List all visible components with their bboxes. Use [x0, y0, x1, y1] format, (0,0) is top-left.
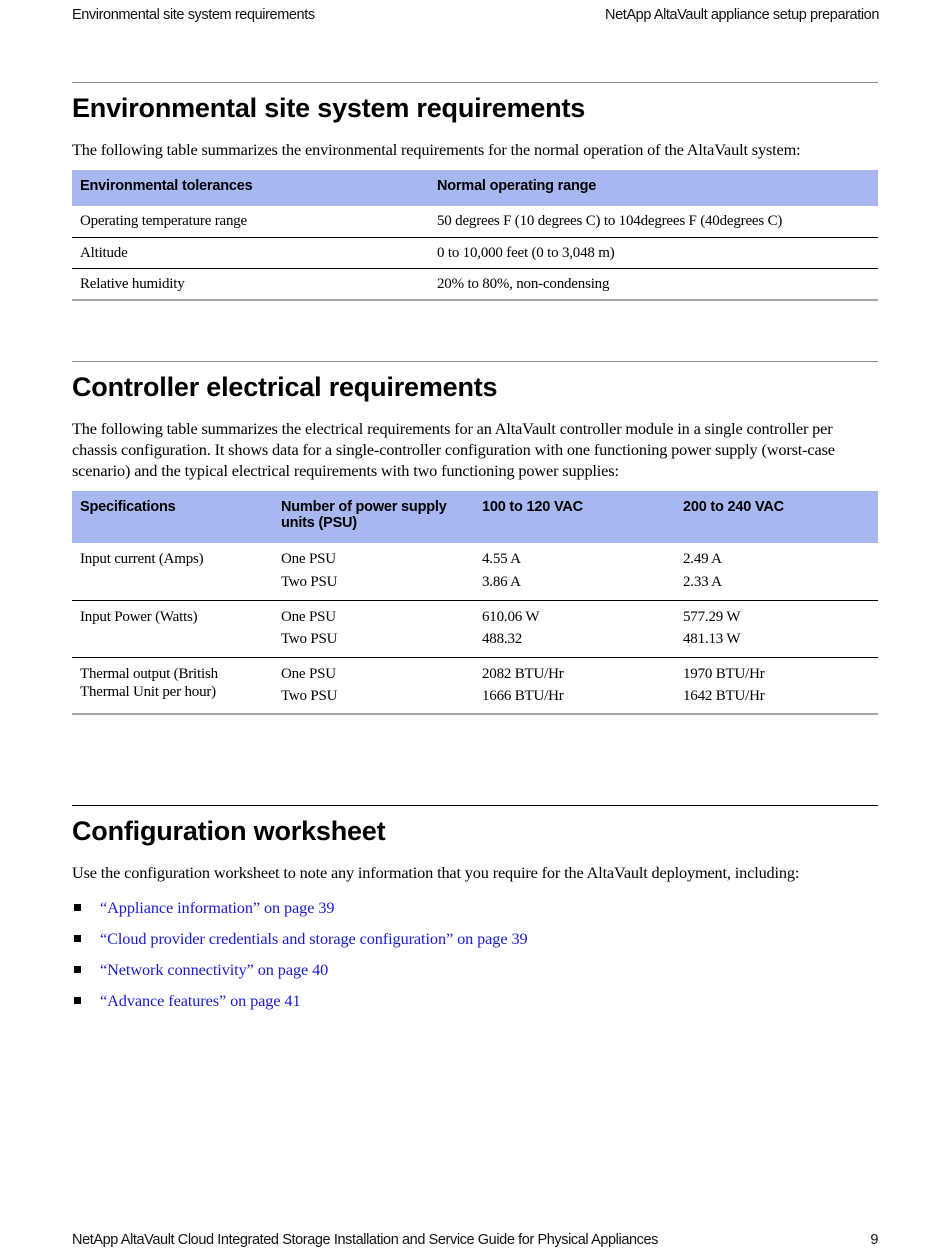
running-footer	[72, 1232, 878, 1248]
table-cell: 488.32	[474, 626, 675, 657]
bullet-icon	[74, 966, 81, 973]
table-cell: 1642 BTU/Hr	[675, 683, 878, 714]
environmental-table	[72, 170, 878, 301]
electrical-section	[72, 361, 878, 715]
table-cell: 1970 BTU/Hr	[683, 665, 765, 682]
electrical-table	[72, 491, 878, 715]
section-intro: The following table summarizes the electrical requirements for an AltaVault controller module in a single controller per chassis configuration. It shows data for a single-controller configuration with one functioning power supply (worst-case scenario) and the typical electrical requirements with two functioning power supplies:	[72, 419, 835, 480]
table-cell: One PSU	[281, 665, 336, 682]
column-header: Specifications	[72, 491, 273, 543]
section-title: Environmental site system requirements	[72, 93, 586, 123]
section-intro: Use the configuration worksheet to note any information that you require for the AltaVault deployment, including:	[72, 863, 800, 882]
table-cell: Two PSU	[273, 569, 474, 600]
section-divider	[72, 361, 878, 362]
table-cell: Operating temperature range	[72, 206, 429, 237]
table-cell: 610.06 W	[482, 608, 540, 625]
table-row	[72, 600, 878, 626]
environmental-section	[72, 82, 878, 301]
link-cloud-provider-credentials[interactable]: “Cloud provider credentials and storage configuration” on page 39	[100, 928, 528, 948]
bullet-icon	[74, 997, 81, 1004]
bullet-icon	[74, 935, 81, 942]
table-cell: Relative humidity	[72, 268, 429, 300]
spec-cell: Thermal output (British Thermal Unit per hour)	[72, 657, 273, 714]
table-cell: 2.49 A	[683, 551, 722, 567]
table-cell: 0 to 10,000 feet (0 to 3,048 m)	[429, 237, 878, 268]
table-cell: 481.13 W	[675, 626, 878, 657]
table-cell: 3.86 A	[474, 569, 675, 600]
list-item	[72, 892, 878, 923]
worksheet-link-list	[72, 892, 878, 1016]
table-row	[72, 237, 878, 268]
column-header: Environmental tolerances	[72, 170, 429, 206]
table-cell: One PSU	[281, 551, 336, 567]
table-cell: 50 degrees F (10 degrees C) to 104degrees F (40degrees C)	[429, 206, 878, 237]
list-item	[72, 954, 878, 985]
running-header-right: NetApp AltaVault appliance setup preparation	[605, 7, 879, 23]
table-header-row	[72, 491, 878, 543]
link-advance-features[interactable]: “Advance features” on page 41	[100, 990, 301, 1010]
link-appliance-information[interactable]: “Appliance information” on page 39	[100, 897, 335, 917]
running-header	[72, 7, 879, 23]
table-cell: 2082 BTU/Hr	[482, 665, 564, 682]
link-network-connectivity[interactable]: “Network connectivity” on page 40	[100, 959, 329, 979]
table-row	[72, 543, 878, 569]
bullet-icon	[74, 904, 81, 911]
section-title: Controller electrical requirements	[72, 372, 498, 402]
footer-title: NetApp AltaVault Cloud Integrated Storage Installation and Service Guide for Physical Appliances	[72, 1232, 659, 1248]
table-cell: 577.29 W	[683, 608, 741, 625]
table-row	[72, 657, 878, 683]
table-cell: 4.55 A	[482, 551, 521, 567]
list-item	[72, 923, 878, 954]
column-header: 200 to 240 VAC	[675, 491, 878, 543]
section-title: Configuration worksheet	[72, 816, 386, 846]
section-divider	[72, 805, 878, 806]
spec-cell: Input current (Amps)	[72, 543, 273, 600]
table-cell: Two PSU	[273, 683, 474, 714]
table-cell: Altitude	[72, 237, 429, 268]
table-cell: 2.33 A	[675, 569, 878, 600]
column-header: Number of power supply units (PSU)	[273, 491, 474, 543]
table-cell: 20% to 80%, non-condensing	[429, 268, 878, 300]
spec-cell: Input Power (Watts)	[72, 600, 273, 657]
table-cell: 1666 BTU/Hr	[474, 683, 675, 714]
worksheet-section	[72, 805, 878, 1016]
running-header-left: Environmental site system requirements	[72, 7, 315, 23]
section-divider	[72, 82, 878, 83]
list-item	[72, 985, 878, 1016]
table-row	[72, 206, 878, 237]
column-header: Normal operating range	[429, 170, 878, 206]
section-intro: The following table summarizes the environmental requirements for the normal operation of the AltaVault system:	[72, 140, 801, 159]
column-header: 100 to 120 VAC	[474, 491, 675, 543]
table-cell: Two PSU	[273, 626, 474, 657]
table-row	[72, 268, 878, 300]
table-header-row	[72, 170, 878, 206]
table-cell: One PSU	[281, 608, 336, 625]
page-number: 9	[870, 1232, 878, 1248]
